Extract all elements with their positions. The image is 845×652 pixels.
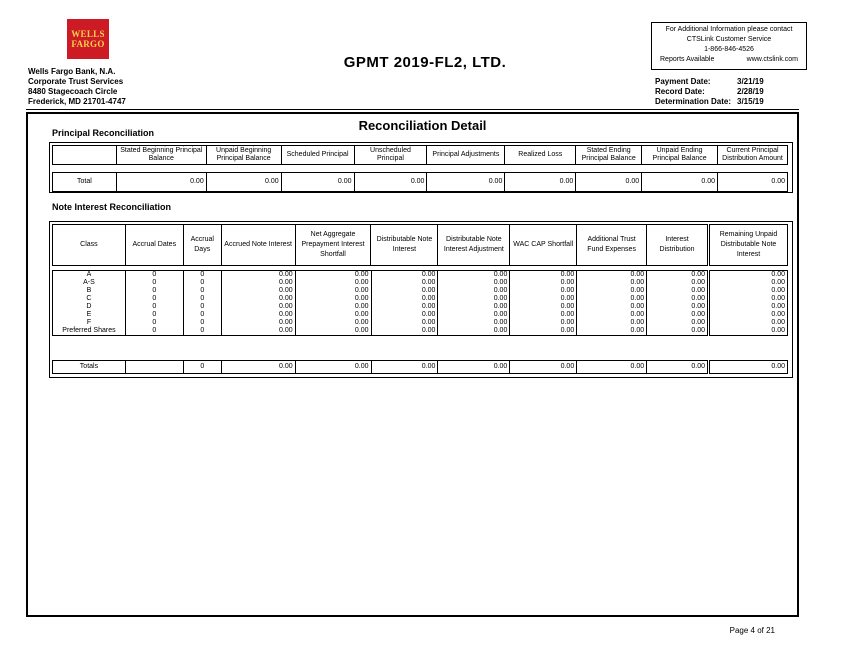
value-cell: 0 xyxy=(125,319,183,327)
value-cell: 0 xyxy=(183,327,221,336)
value-cell: 0.00 xyxy=(709,319,788,327)
value-cell: 0 xyxy=(183,311,221,319)
interest-row xyxy=(53,311,788,319)
value-cell: 0.00 xyxy=(577,327,647,336)
interest-row xyxy=(53,287,788,295)
value-cell: 0.00 xyxy=(221,319,295,327)
value-cell: 0.00 xyxy=(295,303,371,311)
value-cell: 0.00 xyxy=(647,287,709,295)
ctslink-url[interactable]: www.ctslink.com xyxy=(746,56,798,63)
value-cell: 0.00 xyxy=(371,287,438,295)
interest-totals-row: Totals 0 0.00 0.00 0.00 0.00 0.00 0.00 0.00 0.00 xyxy=(53,361,788,374)
note-interest-table xyxy=(52,224,788,270)
value-cell: 0.00 xyxy=(647,279,709,287)
value-cell: 0.00 xyxy=(647,303,709,311)
interest-header-row: Class Accrual Dates Accrual Days Accrued Note Interest Net Aggregate Prepayment Interest Shortfall Distributable Note Interest Distributable Note Interest Adjustment WAC CAP Shortfall Additional Trust Fund Expenses Interest Distribution Remaining Unpaid Distributable Note Interest xyxy=(53,225,788,266)
value-cell: 0.00 xyxy=(295,271,371,280)
page-number: Page 4 of 21 xyxy=(729,626,775,635)
interest-row xyxy=(53,271,788,280)
value-cell: 0.00 xyxy=(510,279,577,287)
value-cell: 0 xyxy=(183,303,221,311)
value-cell: 0.00 xyxy=(647,311,709,319)
value-cell: 0.00 xyxy=(577,271,647,280)
value-cell: 0.00 xyxy=(295,311,371,319)
value-cell: 0 xyxy=(125,295,183,303)
value-cell: 0.00 xyxy=(221,295,295,303)
key-dates: Payment Date: 3/21/19 Record Date: 2/28/19 Determination Date: 3/15/19 xyxy=(655,77,764,106)
value-cell: 0.00 xyxy=(438,287,510,295)
value-cell: 0.00 xyxy=(510,303,577,311)
value-cell: 0 xyxy=(183,271,221,280)
value-cell: 0.00 xyxy=(438,295,510,303)
value-cell: 0.00 xyxy=(647,327,709,336)
value-cell: 0.00 xyxy=(295,295,371,303)
value-cell: 0 xyxy=(183,287,221,295)
value-cell: 0.00 xyxy=(438,319,510,327)
value-cell: 0.00 xyxy=(295,279,371,287)
contact-info-box: For Additional Information please contact CTSLink Customer Service 1-866-846-4526 Reports Available www.ctslink.com xyxy=(651,22,807,70)
value-cell: 0.00 xyxy=(709,271,788,280)
value-cell: 0.00 xyxy=(221,303,295,311)
value-cell: 0.00 xyxy=(709,279,788,287)
value-cell: 0 xyxy=(125,303,183,311)
value-cell: 0.00 xyxy=(438,271,510,280)
value-cell: 0.00 xyxy=(221,279,295,287)
value-cell: 0.00 xyxy=(510,319,577,327)
value-cell: 0.00 xyxy=(221,287,295,295)
value-cell: 0.00 xyxy=(510,271,577,280)
value-cell: 0 xyxy=(183,295,221,303)
class-cell: D xyxy=(53,303,126,311)
value-cell: 0.00 xyxy=(647,319,709,327)
value-cell: 0.00 xyxy=(371,327,438,336)
principal-section-title: Principal Reconciliation xyxy=(52,128,155,138)
value-cell: 0.00 xyxy=(510,295,577,303)
value-cell: 0.00 xyxy=(577,279,647,287)
principal-header-row: Stated Beginning Principal Balance Unpaid Beginning Principal Balance Scheduled Principal Unscheduled Principal Principal Adjustments Realized Loss Stated Ending Principal Balance Unpaid Ending Principal Balance Current Principal Distribution Amount xyxy=(53,146,788,165)
value-cell: 0.00 xyxy=(647,271,709,280)
value-cell: 0 xyxy=(125,271,183,280)
reconciliation-title: Reconciliation Detail xyxy=(358,118,487,133)
interest-row xyxy=(53,295,788,303)
value-cell: 0.00 xyxy=(577,303,647,311)
value-cell: 0.00 xyxy=(577,311,647,319)
value-cell: 0.00 xyxy=(709,295,788,303)
value-cell: 0.00 xyxy=(438,327,510,336)
class-cell: B xyxy=(53,287,126,295)
value-cell: 0.00 xyxy=(438,279,510,287)
interest-row xyxy=(53,319,788,327)
bank-address: Wells Fargo Bank, N.A. Corporate Trust Services 8480 Stagecoach Circle Frederick, MD 21701-4747 xyxy=(28,67,126,106)
value-cell: 0.00 xyxy=(438,311,510,319)
value-cell: 0.00 xyxy=(709,287,788,295)
value-cell: 0.00 xyxy=(577,295,647,303)
document-title: GPMT 2019-FL2, LTD. xyxy=(343,54,507,71)
interest-row xyxy=(53,327,788,336)
value-cell: 0.00 xyxy=(371,279,438,287)
value-cell: 0.00 xyxy=(577,319,647,327)
interest-body-table xyxy=(52,270,788,336)
value-cell: 0.00 xyxy=(371,319,438,327)
value-cell: 0 xyxy=(125,311,183,319)
class-cell: A xyxy=(53,271,126,280)
principal-reconciliation-table xyxy=(52,145,788,192)
value-cell: 0.00 xyxy=(221,271,295,280)
interest-totals-table xyxy=(52,360,788,374)
interest-row xyxy=(53,279,788,287)
value-cell: 0.00 xyxy=(647,295,709,303)
value-cell: 0.00 xyxy=(709,303,788,311)
value-cell: 0 xyxy=(125,327,183,336)
value-cell: 0.00 xyxy=(438,303,510,311)
value-cell: 0.00 xyxy=(371,271,438,280)
value-cell: 0.00 xyxy=(577,287,647,295)
value-cell: 0 xyxy=(183,319,221,327)
value-cell: 0.00 xyxy=(221,327,295,336)
value-cell: 0 xyxy=(183,279,221,287)
value-cell: 0 xyxy=(125,279,183,287)
class-cell: C xyxy=(53,295,126,303)
class-cell: Preferred Shares xyxy=(53,327,126,336)
principal-total-row: Total 0.00 0.00 0.00 0.00 0.00 0.00 0.00 0.00 0.00 xyxy=(53,173,788,192)
value-cell: 0.00 xyxy=(371,295,438,303)
value-cell: 0.00 xyxy=(510,327,577,336)
interest-section-title: Note Interest Reconciliation xyxy=(52,202,172,212)
value-cell: 0 xyxy=(125,287,183,295)
value-cell: 0.00 xyxy=(221,311,295,319)
value-cell: 0.00 xyxy=(295,319,371,327)
class-cell: E xyxy=(53,311,126,319)
value-cell: 0.00 xyxy=(295,287,371,295)
value-cell: 0.00 xyxy=(510,287,577,295)
frame-top-rule xyxy=(26,109,799,111)
interest-row xyxy=(53,303,788,311)
value-cell: 0.00 xyxy=(371,311,438,319)
value-cell: 0.00 xyxy=(371,303,438,311)
wells-fargo-logo: WELLS FARGO xyxy=(67,19,109,59)
value-cell: 0.00 xyxy=(510,311,577,319)
class-cell: A-S xyxy=(53,279,126,287)
class-cell: F xyxy=(53,319,126,327)
value-cell: 0.00 xyxy=(709,327,788,336)
value-cell: 0.00 xyxy=(709,311,788,319)
value-cell: 0.00 xyxy=(295,327,371,336)
